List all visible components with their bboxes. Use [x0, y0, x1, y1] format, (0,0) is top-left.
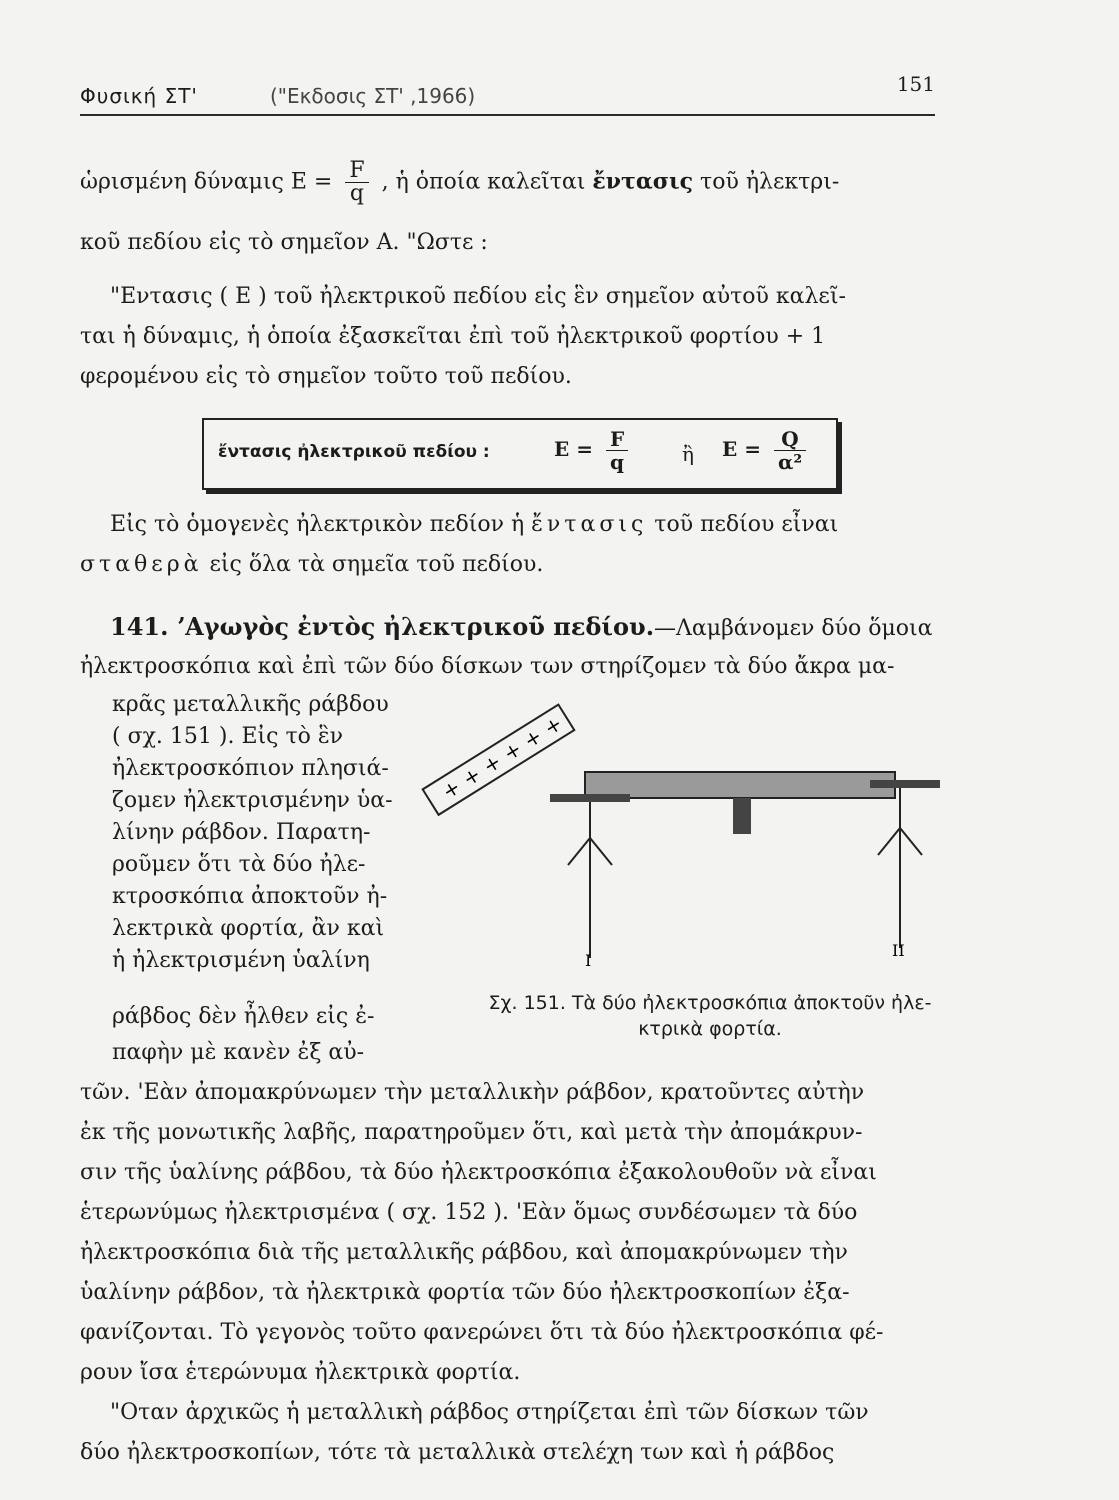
- formula-label: ἔντασις ἠλεκτρικοῦ πεδίου :: [218, 442, 490, 462]
- definition-line-2: ται ἡ δύναμις, ἡ ὁποία ἐξασκεῖται ἐπὶ τοῦ ἠλεκτρικοῦ φορτίου + 1: [80, 324, 826, 349]
- body-line: ρουν ἴσα ἑτερώνυμα ἠλεκτρικὰ φορτία.: [80, 1360, 521, 1385]
- formula-fraction-1: [606, 428, 628, 473]
- intro-text: τοῦ ἠλεκτρι-: [693, 169, 840, 195]
- fraction-numerator: F: [345, 160, 368, 183]
- metal-rod: [585, 772, 895, 798]
- narrow-line: ράβδος δὲν ἦλθεν εἰς ἐ-: [112, 1004, 375, 1029]
- caption-line: Σχ. 151. Τὰ δύο ἠλεκτροσκόπια ἀποκτοῦν ἠλε-: [488, 992, 932, 1014]
- spaced-term: ἔντασις: [531, 512, 648, 537]
- uniform-text: τοῦ πεδίου εἶναι: [647, 512, 839, 537]
- section-heading: 141. ʼΑγωγὸς ἐντὸς ἠλεκτρικοῦ πεδίου.: [110, 612, 655, 641]
- formula-fraction-2: [774, 428, 806, 473]
- uniform-line-2: [80, 550, 960, 580]
- running-title: Φυσική ΣΤ': [80, 84, 198, 108]
- formula-lhs: E =: [722, 437, 768, 461]
- narrow-line: λίνην ράβδον. Παρατη-: [112, 820, 371, 845]
- body-line: φανίζονται. Τὸ γεγονὸς τοῦτο φανερώνει ὅτι τὰ δύο ἠλεκτροσκόπια φέ-: [80, 1320, 884, 1345]
- label-left: I: [585, 951, 592, 970]
- body-line: δύο ἠλεκτροσκοπίων, τότε τὰ μεταλλικὰ στελέχη των καὶ ἡ ράβδος: [80, 1440, 835, 1465]
- disk-left: [550, 794, 630, 802]
- spaced-term: σταθερὰ: [80, 552, 203, 577]
- term-entasis: ἔντασις: [592, 168, 694, 195]
- narrow-line: ἠλεκτροσκόπιον πλησιά-: [112, 756, 389, 781]
- section-line-2: ἠλεκτροσκόπια καὶ ἐπὶ τῶν δύο δίσκων των στηρίζομεν τὰ δύο ἄκρα μα-: [80, 654, 895, 679]
- narrow-line: ἡ ἠλεκτρισμένη ὑαλίνη: [112, 948, 370, 973]
- narrow-line: ζομεν ἠλεκτρισμένην ὑα-: [112, 788, 393, 813]
- formula-e-f-over-q: [554, 428, 634, 473]
- rod-charge: +: [498, 736, 526, 766]
- formula-or: ἢ: [682, 442, 694, 466]
- rod-charge: +: [437, 774, 465, 804]
- fraction-denominator: q: [349, 181, 364, 206]
- body-line: ὑαλίνην ράβδον, τὰ ἠλεκτρικὰ φορτία τῶν δύο ἠλεκτροσκοπίων ἐξα-: [80, 1280, 850, 1305]
- body-line: σιν τῆς ὑαλίνης ράβδου, τὰ δύο ἠλεκτροσκόπια ἐξακολουθοῦν νὰ εἶναι: [80, 1160, 877, 1185]
- page-header: [80, 72, 935, 116]
- fraction-numerator: Q: [774, 428, 806, 451]
- fraction-denominator: α²: [777, 450, 803, 474]
- body-line: τῶν. 'Εὰν ἀπομακρύνωμεν τὴν μεταλλικὴν ράβδον, κρατοῦντες αὐτὴν: [80, 1080, 865, 1105]
- caption-line: κτρικὰ φορτία.: [638, 1018, 782, 1040]
- fraction-denominator: q: [610, 450, 625, 474]
- section-heading-line: [110, 612, 990, 644]
- section-text: —Λαμβάνομεν δύο ὅμοια: [654, 616, 933, 641]
- rod-charge: +: [478, 749, 506, 779]
- narrow-line: παφὴν μὲ κανὲν ἐξ αὐ-: [112, 1040, 365, 1065]
- uniform-text: εἰς ὅλα τὰ σημεῖα τοῦ πεδίου.: [202, 552, 544, 577]
- edition-note: ("Εκδοσις ΣΤ' ,1966): [270, 84, 476, 108]
- uniform-text: Εἰς τὸ ὁμογενὲς ἠλεκτρικὸν πεδίον ἡ: [110, 512, 532, 537]
- narrow-line: κτροσκόπια ἀποκτοῦν ἠ-: [112, 884, 388, 909]
- page-number: 151: [896, 72, 935, 96]
- definition-line-3: φερομένου εἰς τὸ σημεῖον τοῦτο τοῦ πεδίου.: [80, 364, 572, 389]
- insulating-handle: [733, 798, 751, 834]
- fraction-numerator: F: [606, 428, 628, 451]
- body-line: ἐκ τῆς μονωτικῆς λαβῆς, παρατηροῦμεν ὅτι, καὶ μετὰ τὴν ἀπομάκρυν-: [80, 1120, 863, 1145]
- intro-text: ὡρισμένη δύναμις E =: [80, 169, 340, 195]
- intro-line-1: [80, 160, 960, 205]
- rod-charge: +: [519, 723, 547, 753]
- narrow-line: λεκτρικὰ φορτία, ἂν καὶ: [112, 916, 385, 941]
- narrow-line: ροῦμεν ὅτι τὰ δύο ἠλε-: [112, 852, 366, 877]
- definition-line-1: "Εντασις ( E ) τοῦ ἠλεκτρικοῦ πεδίου εἰς ἓν σημεῖον αὐτοῦ καλεῖ-: [110, 284, 846, 309]
- narrow-line: κρᾶς μεταλλικῆς ράβδου: [112, 692, 389, 717]
- figure-caption: [440, 990, 980, 1042]
- intro-text: , ἡ ὁποία καλεῖται: [374, 169, 593, 195]
- formula-lhs: E =: [554, 437, 600, 461]
- fraction-f-over-q: [345, 160, 368, 205]
- intro-line-2: κοῦ πεδίου εἰς τὸ σημεῖον A. "Ωστε :: [80, 230, 488, 255]
- rod-charge: +: [539, 710, 567, 741]
- formula-e-q-over-a2: [722, 428, 812, 473]
- narrow-line: ( σχ. 151 ). Εἰς τὸ ἓν: [112, 724, 344, 749]
- body-line: "Οταν ἀρχικῶς ἡ μεταλλικὴ ράβδος στηρίζεται ἐπὶ τῶν δίσκων τῶν: [110, 1400, 869, 1425]
- body-line: ἑτερωνύμως ἠλεκτρισμένα ( σχ. 152 ). 'Εὰν ὅμως συνδέσωμεν τὰ δύο: [80, 1200, 858, 1225]
- uniform-line-1: [110, 510, 990, 540]
- disk-right: [870, 780, 940, 788]
- formula-box: [202, 418, 838, 490]
- rod-charge: +: [458, 761, 486, 792]
- label-right: II: [892, 941, 905, 960]
- body-line: ἠλεκτροσκόπια διὰ τῆς μεταλλικῆς ράβδου, καὶ ἀπομακρύνωμεν τὴν: [80, 1240, 848, 1265]
